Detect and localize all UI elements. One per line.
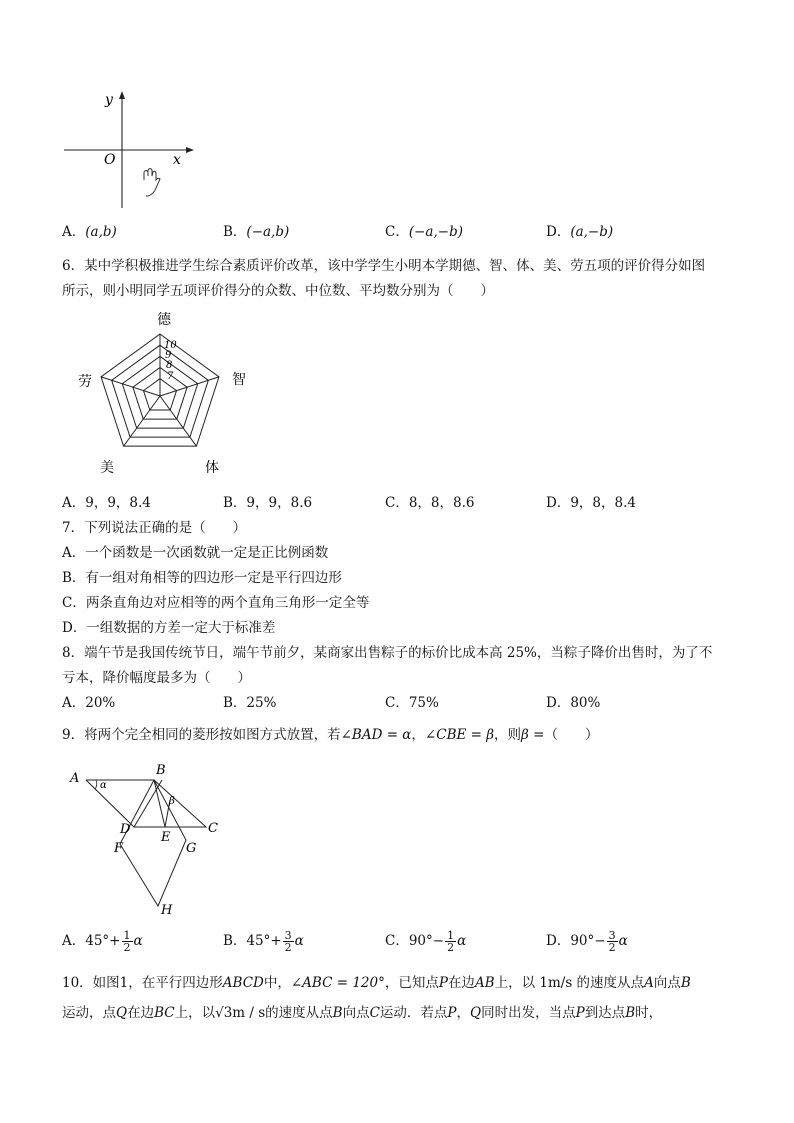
q5-option-c[interactable]: C．(−a,−b) <box>385 224 463 240</box>
q10-line1: 10．如图1，在平行四边形ABCD中，∠ABC = 120°，已知点P在边AB上，以 1m/s 的速度从点A向点B <box>62 975 691 991</box>
q9-stem: 9．将两个完全相同的菱形按如图方式放置，若∠BAD = α，∠CBE = β，则β =（ ） <box>62 727 599 743</box>
q5-option-b[interactable]: B．(−a,b) <box>223 224 290 240</box>
coordinate-figure <box>60 88 200 213</box>
q7-choice-b[interactable]: B．有一组对角相等的四边形一定是平行四边形 <box>62 570 342 586</box>
label-e: E <box>161 830 171 845</box>
radar-tick-9: 9 <box>165 350 172 361</box>
q8-option-a[interactable]: A．20% <box>62 695 116 711</box>
q6-stem-line1: 6．某中学积极推进学生综合素质评价改革，该中学学生小明本学期德、智、体、美、劳五项的评价得分如图 <box>62 258 706 274</box>
radar-tick-10: 10 <box>164 340 177 351</box>
q9-option-b[interactable]: B．45°+ $\frac{3}{2}$ α <box>223 929 304 954</box>
q9-option-a[interactable]: A．45°+ $\frac{1}{2}$ α <box>62 929 143 954</box>
radar-spoke-4 <box>101 377 160 396</box>
rhombus-figure <box>62 760 232 920</box>
q8-option-c[interactable]: C．75% <box>385 695 439 711</box>
radar-axis-zhi: 智 <box>232 372 246 388</box>
q8-option-b[interactable]: B．25% <box>223 695 277 711</box>
hand-icon <box>144 169 160 197</box>
label-beta: β <box>169 796 175 807</box>
q6-stem-line2: 所示，则小明同学五项评价得分的众数、中位数、平均数分别为（ ） <box>62 283 494 299</box>
radar-chart <box>60 308 260 480</box>
q5-option-a[interactable]: A．(a,b) <box>62 224 117 240</box>
x-axis-arrow <box>186 147 194 153</box>
q7-stem: 7．下列说法正确的是（ ） <box>62 520 247 536</box>
label-alpha: α <box>100 780 107 791</box>
q6-option-b[interactable]: B．9，9，8.6 <box>223 495 313 511</box>
label-d: D <box>120 822 131 837</box>
radar-axis-mei: 美 <box>100 460 114 476</box>
q7-choice-d[interactable]: D．一组数据的方差一定大于标准差 <box>62 620 276 636</box>
q10-line2: 运动，点Q在边BC上，以√3m / s的速度从点B向点C运动．若点P，Q同时出发，当点P到达点B时， <box>62 1005 663 1021</box>
q5-option-d[interactable]: D．(a,−b) <box>546 224 614 240</box>
label-c: C <box>208 821 218 836</box>
y-axis-arrow <box>119 91 125 99</box>
q7-choice-c[interactable]: C．两条直角边对应相等的两个直角三角形一定全等 <box>62 595 370 611</box>
q6-option-d[interactable]: D．9，8，8.4 <box>546 495 636 511</box>
radar-axis-de: 德 <box>157 312 171 328</box>
alpha-arc <box>95 780 97 789</box>
q9-option-c[interactable]: C．90°− $\frac{1}{2}$ α <box>385 929 467 954</box>
q8-option-d[interactable]: D．80% <box>546 695 601 711</box>
y-axis-label: y <box>105 92 113 108</box>
q9-option-d[interactable]: D．90°− $\frac{3}{2}$ α <box>546 929 628 954</box>
radar-axis-lao: 劳 <box>78 374 92 390</box>
q6-option-c[interactable]: C．8，8，8.6 <box>385 495 475 511</box>
label-g: G <box>186 841 197 856</box>
label-h: H <box>161 903 173 918</box>
label-f: F <box>114 841 124 856</box>
q8-stem-line2: 亏本，降价幅度最多为（ ） <box>62 670 251 686</box>
q7-choice-a[interactable]: A．一个函数是一次函数就一定是正比例函数 <box>62 545 329 561</box>
q8-stem-line1: 8．端午节是我国传统节日，端午节前夕，某商家出售粽子的标价比成本高 25%，当粽子降价出售时，为了不 <box>62 645 713 661</box>
label-a: A <box>70 771 80 786</box>
segment-b-e <box>154 780 165 827</box>
label-b: B <box>156 763 166 778</box>
x-axis-label: x <box>173 152 181 168</box>
segment-d-e <box>134 780 162 827</box>
radar-axis-ti: 体 <box>205 460 219 476</box>
origin-label: O <box>104 152 116 168</box>
radar-tick-7: 7 <box>167 371 174 382</box>
rhombus-bfhg <box>120 780 186 906</box>
radar-tick-8: 8 <box>166 360 173 371</box>
q6-option-a[interactable]: A．9，9，8.4 <box>62 495 151 511</box>
